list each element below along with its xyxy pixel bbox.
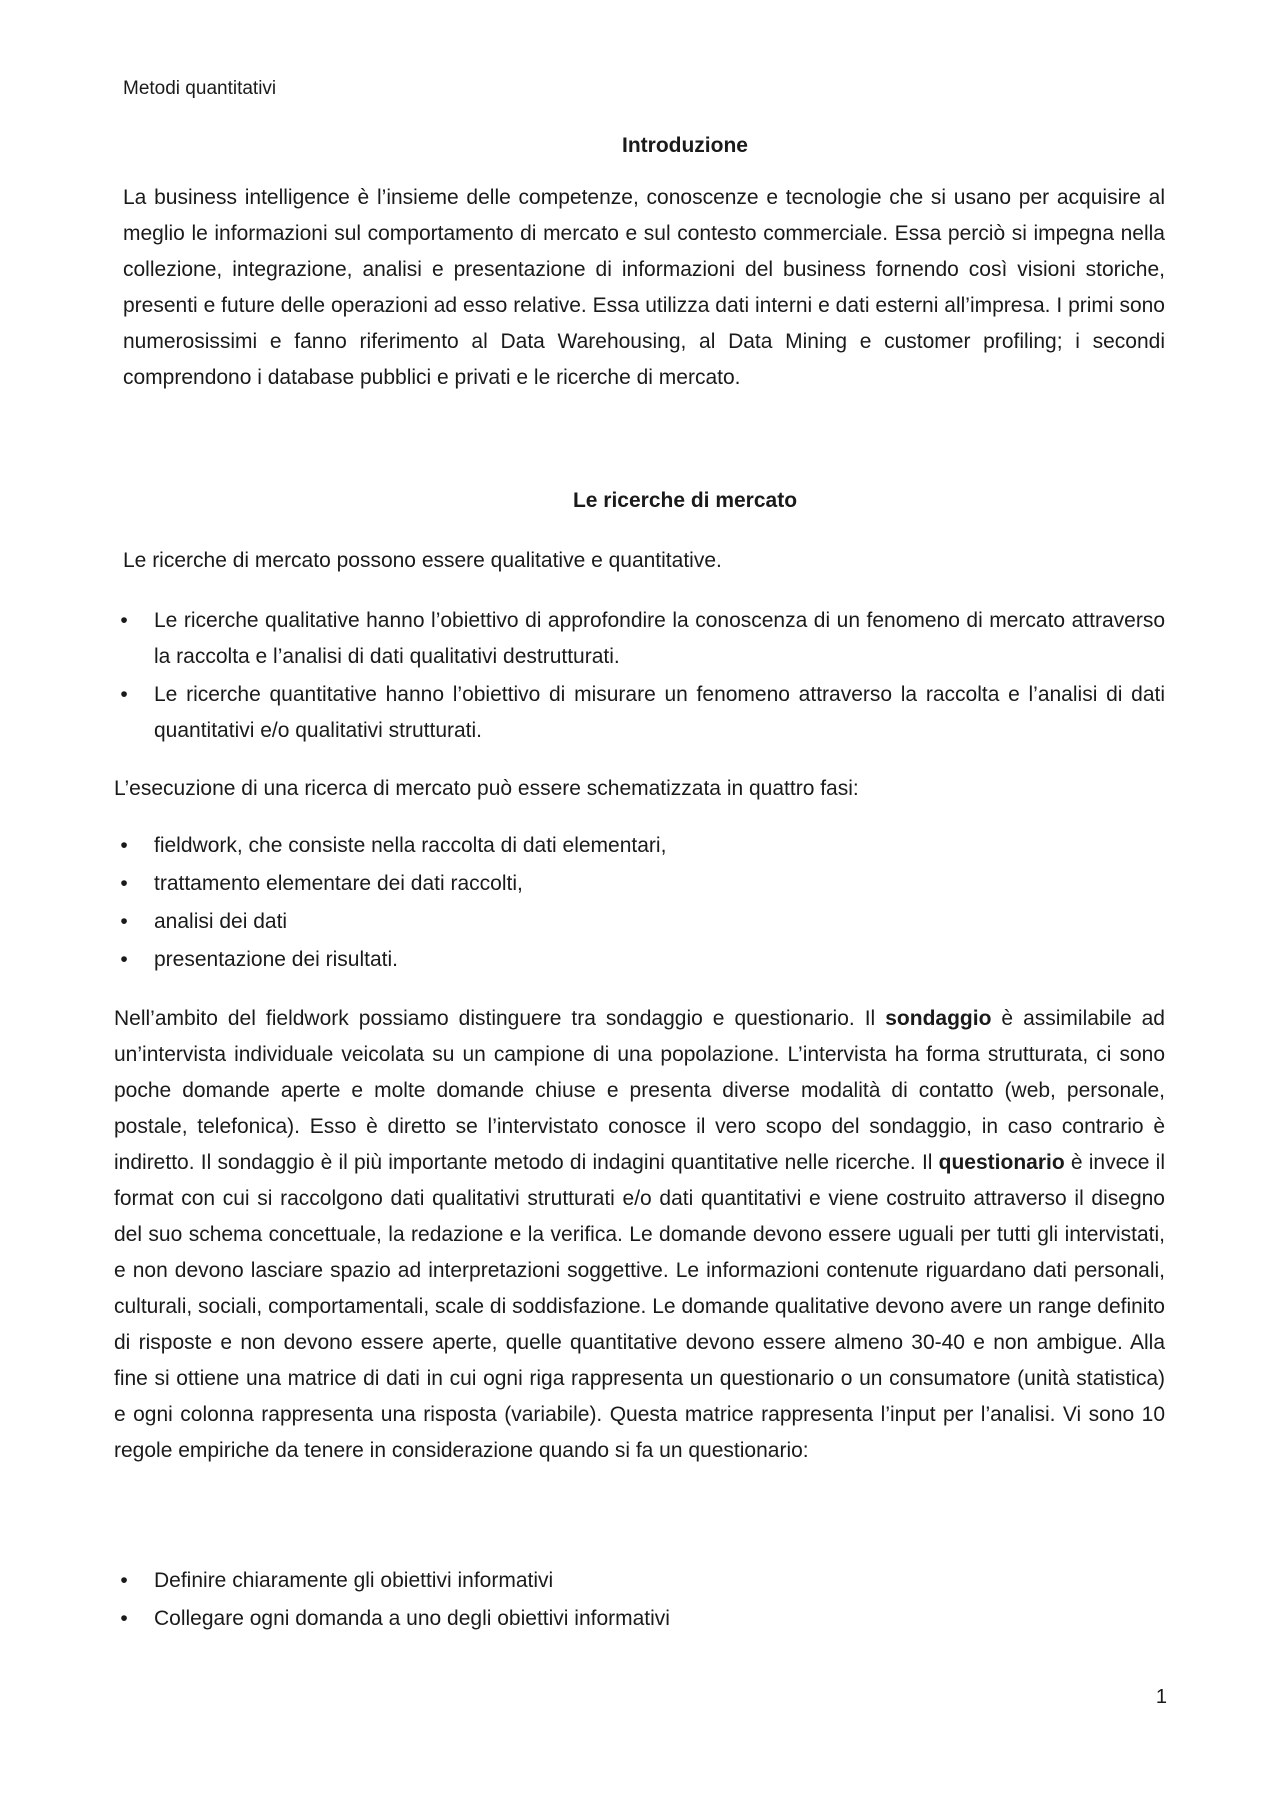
bullet-icon: • [120, 948, 128, 971]
fieldwork-text-1: Nell’ambito del fieldwork possiamo distinguere tra sondaggio e questionario. Il [114, 1007, 886, 1030]
intro-paragraph: La business intelligence è l’insieme delle competenze, conoscenze e tecnologie che si usano per acquisire al meglio le informazioni sul comportamento di mercato e sul contesto commerciale. Essa perciò si impegna nella collezione, integrazione, analisi e presentazione di informazioni del business fornendo così visioni storiche, presenti e future delle operazioni ad esso relative. Essa utilizza dati interni e dati esterni all’impresa. I primi sono numerosissimi e fanno riferimento al Data Warehousing, al Data Mining e customer profiling; i secondi comprendono i database pubblici e privati e le ricerche di mercato. [123, 186, 1165, 389]
fieldwork-text-3: è invece il format con cui si raccolgono dati qualitativi strutturati e/o dati quantitativi e viene costruito attraverso il disegno del suo schema concettuale, la redazione e la verifica. Le domande devono essere uguali per tutti gli intervistati, e non devono lasciare spazio ad interpretazioni soggettive. Le informazioni contenute riguardano dati personali, culturali, sociali, comportamentali, scale di soddisfazione. Le domande qualitative devono avere un range definito di risposte e non devono essere aperte, quelle quantitative devono essere almeno 30-40 e non ambigue. Alla fine si ottiene una matrice di dati in cui ogni riga rappresenta un questionario o un consumatore (unità statistica) e ogni colonna rappresenta una risposta (variabile). Questa matrice rappresenta l’input per l’analisi. Vi sono 10 regole empiriche da tenere in considerazione quando si fa un questionario: [114, 1151, 1165, 1462]
list-item-text: analisi dei dati [154, 910, 288, 933]
list-item-text: trattamento elementare dei dati raccolti, [154, 872, 523, 895]
list-item-text: fieldwork, che consiste nella raccolta di dati elementari, [154, 834, 667, 857]
phases-list [114, 828, 1165, 980]
heading-introduzione: Introduzione [622, 134, 748, 157]
list-item-text: Le ricerche quantitative hanno l’obiettivo di misurare un fenomeno attraverso la raccolta e l’analisi di dati quantitativi e/o qualitativi strutturati. [154, 683, 1165, 742]
bullet-icon: • [120, 1569, 128, 1592]
phases-intro-paragraph: L’esecuzione di una ricerca di mercato può essere schematizzata in quattro fasi: [114, 777, 859, 800]
list-item [114, 904, 1165, 940]
list-item [114, 828, 1165, 864]
list-item [114, 677, 1165, 749]
list-item-text: presentazione dei risultati. [154, 948, 398, 971]
market-intro-paragraph: Le ricerche di mercato possono essere qualitative e quantitative. [123, 549, 722, 572]
page-number: 1 [1155, 1686, 1167, 1708]
bullet-icon: • [120, 683, 128, 706]
running-header: Metodi quantitativi [123, 78, 277, 99]
list-item-text: Definire chiaramente gli obiettivi informativi [154, 1569, 554, 1592]
bullet-icon: • [120, 872, 128, 895]
list-item [114, 942, 1165, 978]
heading-ricerche-di-mercato: Le ricerche di mercato [572, 489, 798, 512]
term-sondaggio: sondaggio [885, 1007, 992, 1030]
bullet-icon: • [120, 910, 128, 933]
fieldwork-paragraph [114, 1001, 1165, 1469]
term-questionario: questionario [938, 1151, 1065, 1174]
list-item [114, 1563, 1165, 1599]
list-item [114, 603, 1165, 675]
list-item-text: Le ricerche qualitative hanno l’obiettivo di approfondire la conoscenza di un fenomeno di mercato attraverso la raccolta e l’analisi di dati qualitativi destrutturati. [154, 609, 1165, 668]
list-item [114, 866, 1165, 902]
research-types-list [114, 603, 1165, 751]
bullet-icon: • [120, 1607, 128, 1630]
rules-list [114, 1563, 1165, 1639]
list-item-text: Collegare ogni domanda a uno degli obiettivi informativi [154, 1607, 670, 1630]
list-item [114, 1601, 1165, 1637]
fieldwork-text-2: è assimilabile ad un’intervista individuale veicolata su un campione di una popolazione. L’intervista ha forma strutturata, ci sono poche domande aperte e molte domande chiuse e presenta diverse modalità di contatto (web, personale, postale, telefonica). Esso è diretto se l’intervistato conosce il vero scopo del sondaggio, in caso contrario è indiretto. Il sondaggio è il più importante metodo di indagini quantitative nelle ricerche. Il [114, 1007, 1165, 1174]
bullet-icon: • [120, 834, 128, 857]
bullet-icon: • [120, 609, 128, 632]
